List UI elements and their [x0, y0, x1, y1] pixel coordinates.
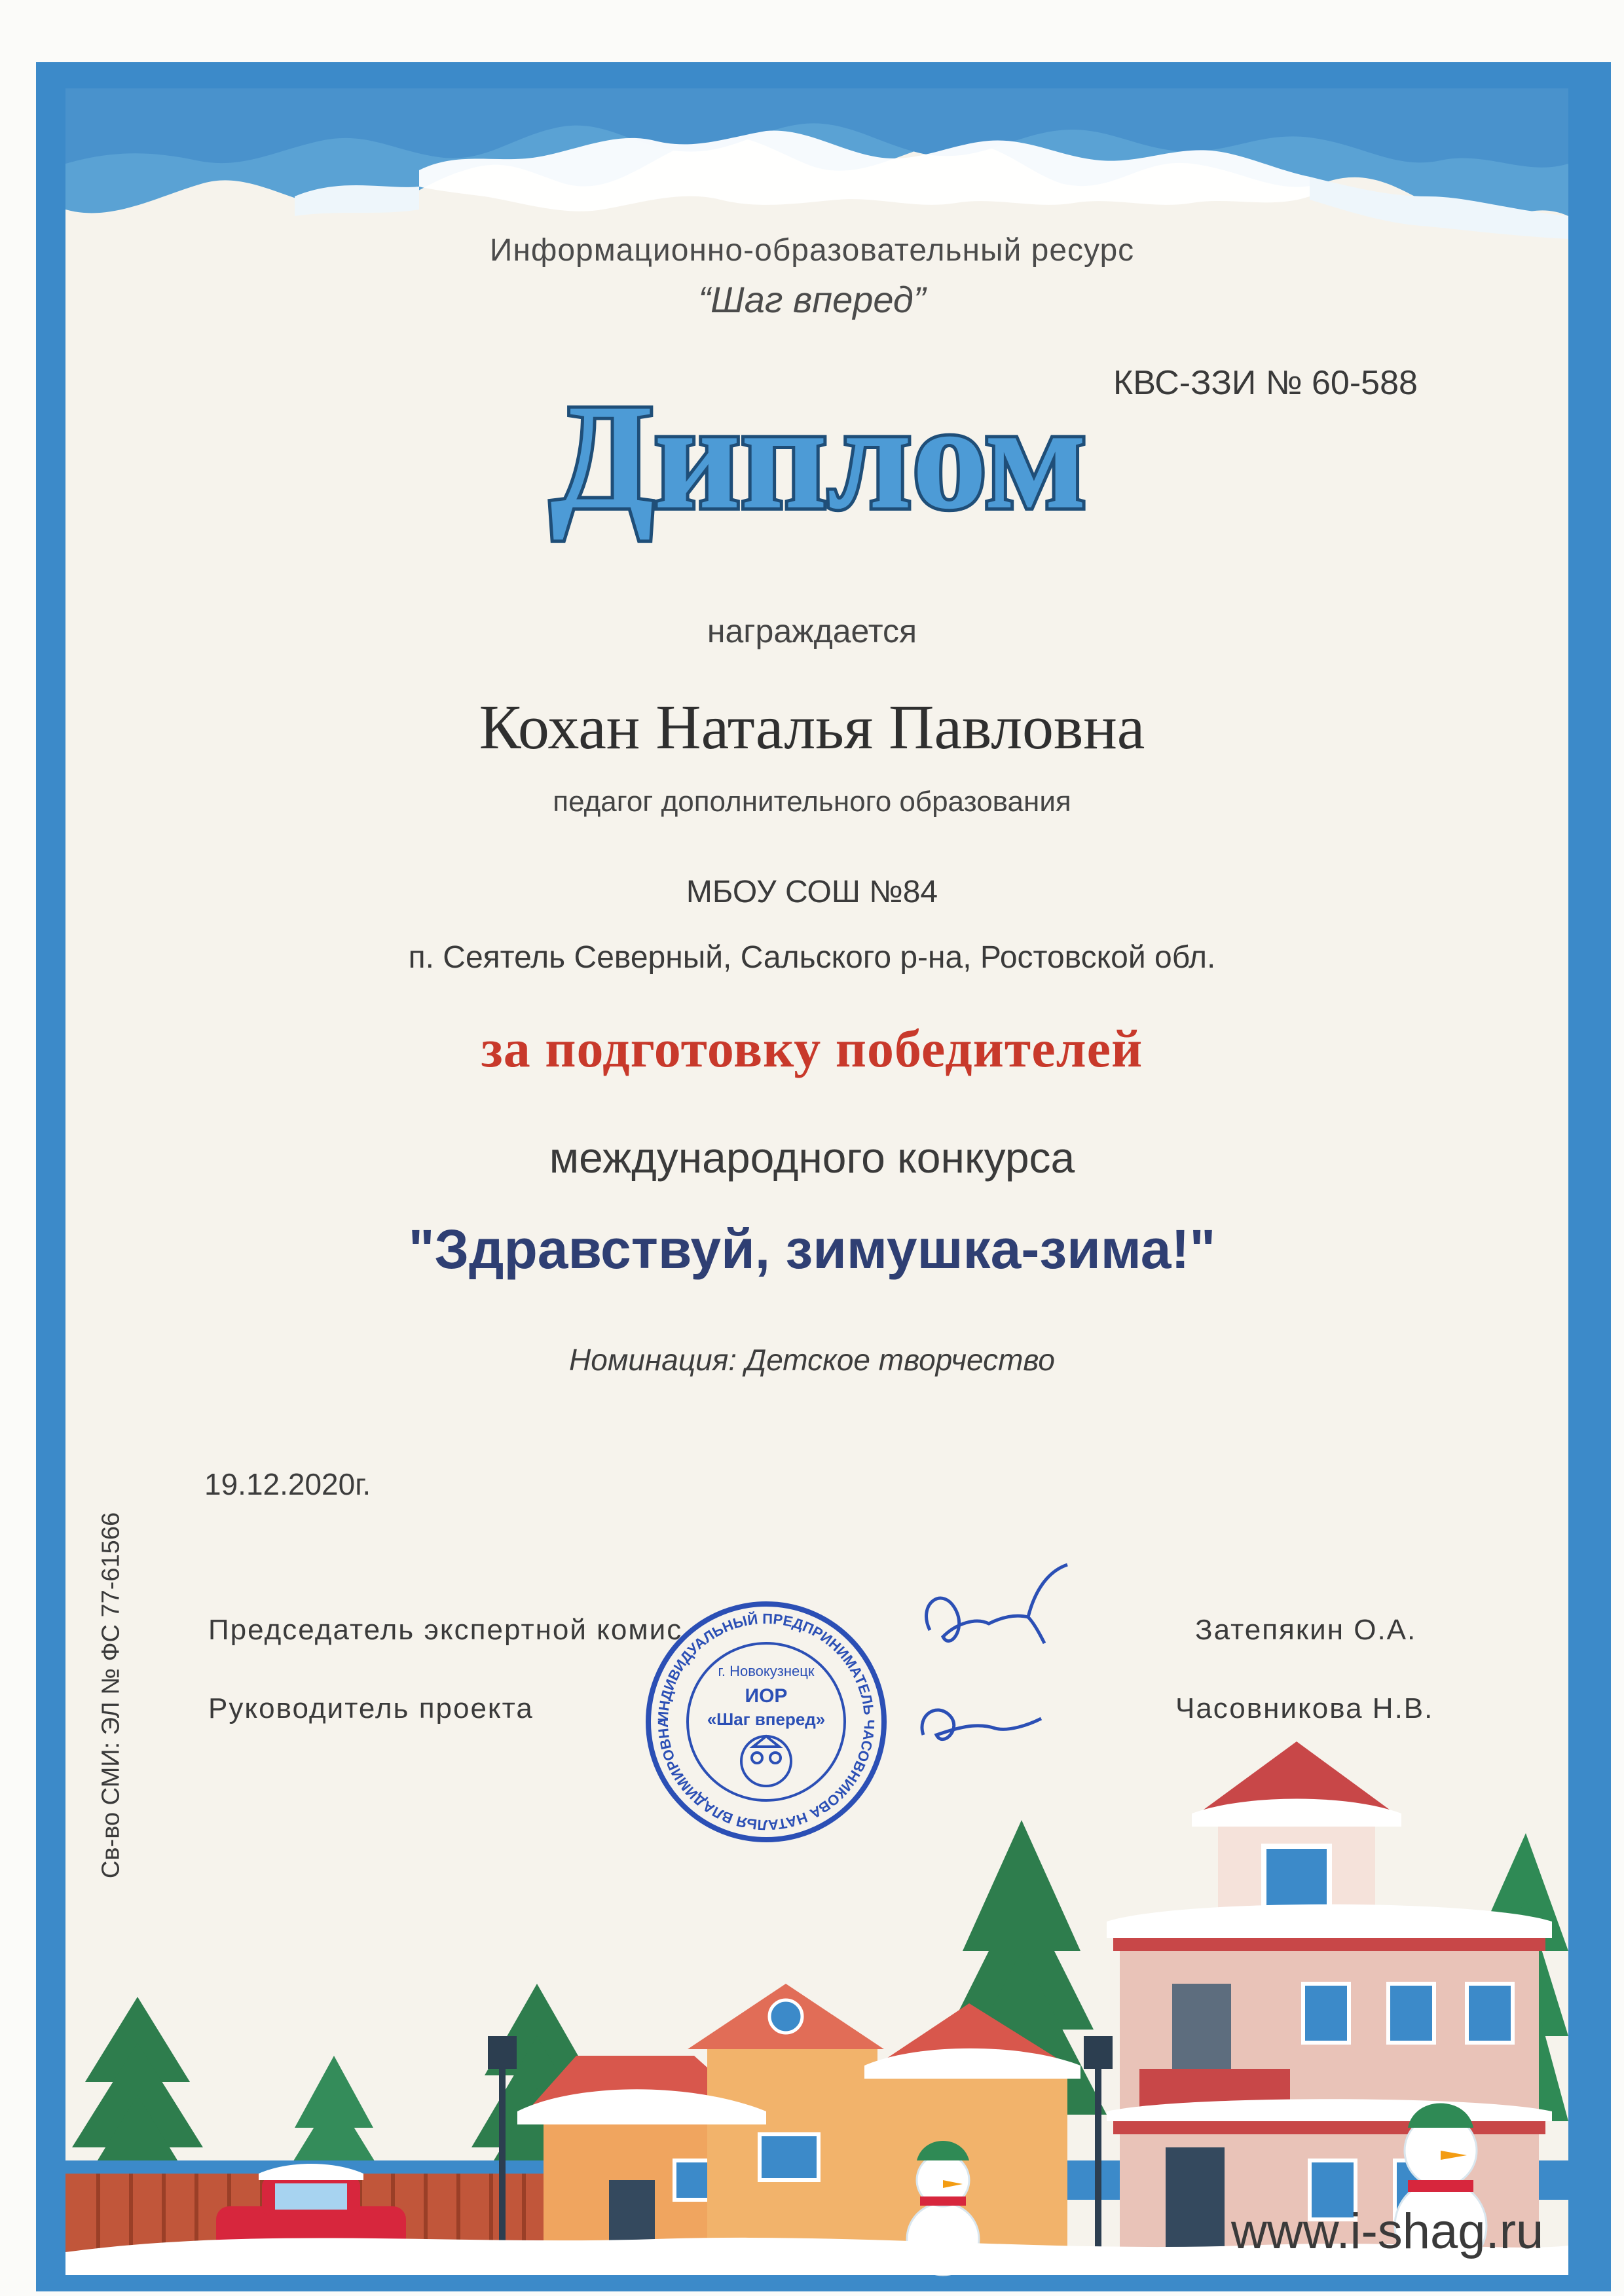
awarded-label: награждается — [707, 613, 917, 649]
resource-name: “Шаг вперед” — [698, 279, 926, 320]
recipient-position: педагог дополнительного образования — [553, 786, 1071, 818]
award-reason: за подготовку победителей — [481, 1019, 1143, 1078]
street-lamp-right — [1084, 2036, 1113, 2272]
recipient-name: Кохан Наталья Павловна — [479, 692, 1145, 762]
school-name: МБОУ СОШ №84 — [686, 875, 938, 909]
chair-name: Затепякин О.А. — [1195, 1614, 1417, 1646]
stamp-city: г. Новокузнецк — [718, 1663, 815, 1679]
lead-name: Часовникова Н.В. — [1175, 1692, 1434, 1724]
stamp-ring-text: ИНДИВИДУАЛЬНЫЙ ПРЕДПРИНИМАТЕЛЬ ЧАСОВНИКОВА НАТАЛЬЯ ВЛАДИМИРОВНА — [654, 1610, 878, 1834]
lead-role: Руководитель проекта — [208, 1692, 534, 1724]
school-address: п. Сеятель Северный, Сальского р-на, Ростовской обл. — [408, 940, 1216, 975]
handwritten-signatures — [904, 1552, 1139, 1768]
registration-number: КВС-ЗЗИ № 60-588 — [1113, 364, 1418, 402]
raccoon-mascot-icon — [741, 1736, 791, 1786]
chair-role: Председатель экспертной комис — [208, 1614, 683, 1646]
official-stamp — [642, 1597, 891, 1846]
media-registration: Св-во СМИ: ЭЛ № ФС 77-61566 — [97, 1512, 125, 1879]
contest-type: международного конкурса — [549, 1133, 1075, 1182]
issue-date: 19.12.2020г. — [204, 1467, 371, 1501]
website-url: www.i-shag.ru — [1231, 2204, 1544, 2259]
contest-name: "Здравствуй, зимушка-зима!" — [408, 1218, 1216, 1280]
stamp-center-line2: «Шаг вперед» — [707, 1709, 826, 1729]
diploma-title-text: Диплом — [550, 373, 1087, 540]
resource-caption: Информационно-образовательный ресурс — [489, 233, 1135, 268]
stamp-center-line1: ИОР — [745, 1685, 788, 1707]
nomination: Номинация: Детское творчество — [569, 1343, 1055, 1377]
